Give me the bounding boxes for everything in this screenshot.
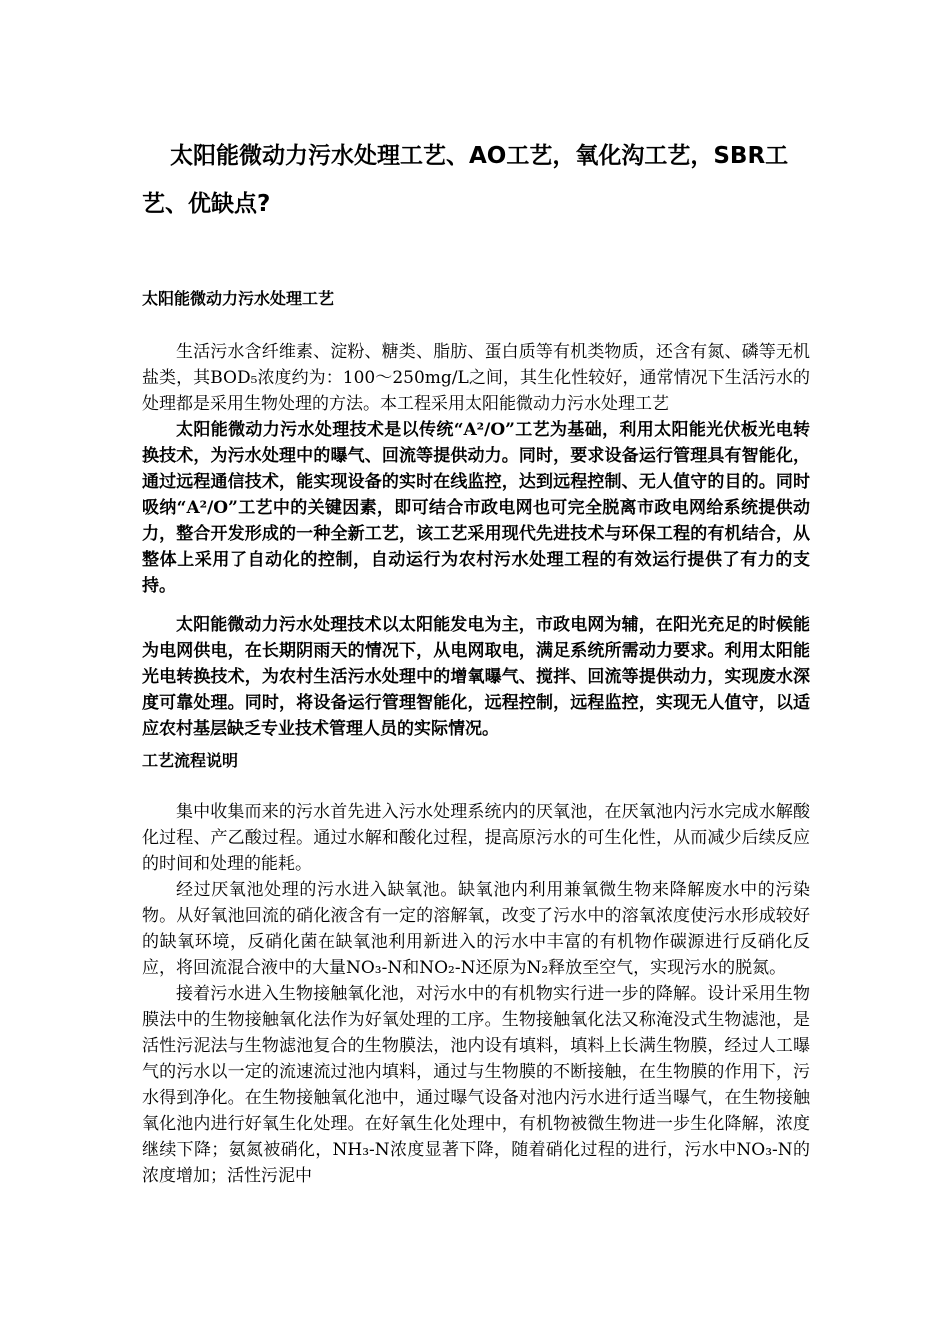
section-body-solar-power	[142, 612, 810, 742]
paragraph-solar-technology: 太阳能微动力污水处理技术是以传统“A²/O”工艺为基础，利用太阳能光伏板光电转换技术，为污水处理中的曝气、回流等提供动力。同时，要求设备运行管理具有智能化，通过远程通信技术，能实现设备的实时在线监控，达到远程控制、无人值守的目的。同时吸纳“A²/O”工艺中的关键因素，即可结合市政电网也可完全脱离市政电网给系统提供动力，整合开发形成的一种全新工艺，该工艺采用现代先进技术与环保工程的有机结合，从整体上采用了自动化的控制，自动运行为农村污水处理工程的有效运行提供了有力的支持。	[142, 420, 810, 596]
paragraph-anoxic-tank: 经过厌氧池处理的污水进入缺氧池。缺氧池内利用兼氧微生物来降解废水中的污染物。从好氧池回流的硝化液含有一定的溶解氧，改变了污水中的溶氧浓度使污水形成较好的缺氧环境，反硝化菌在缺氧池利用新进入的污水中丰富的有机物作碳源进行反硝化反应，将回流混合液中的大量NO₃-N和NO₂-N还原为N₂释放至空气，实现污水的脱氮。	[142, 880, 810, 978]
section-heading-process: 工艺流程说明	[142, 751, 239, 770]
paragraph-anaerobic-tank: 集中收集而来的污水首先进入污水处理系统内的厌氧池，在厌氧池内污水完成水解酸化过程、产乙酸过程。通过水解和酸化过程，提高原污水的可生化性，从而减少后续反应的时间和处理的能耗。	[142, 802, 810, 874]
paragraph-solar-power-supply: 太阳能微动力污水处理技术以太阳能发电为主，市政电网为辅，在阳光充足的时候能为电网供电，在长期阴雨天的情况下，从电网取电，满足系统所需动力要求。利用太阳能光电转换技术，为农村生活污水处理中的增氧曝气、搅拌、回流等提供动力，实现废水深度可靠处理。同时，将设备运行管理智能化，远程控制，远程监控，实现无人值守，以适应农村基层缺乏专业技术管理人员的实际情况。	[142, 615, 810, 739]
section-body-solar	[142, 339, 810, 599]
paragraph-sewage-composition: 生活污水含纤维素、淀粉、糖类、脂肪、蛋白质等有机类物质，还含有氮、磷等无机盐类，其BOD₅浓度约为：100～250mg/L之间，其生化性较好，通常情况下生活污水的处理都是采用生物处理的方法。本工程采用太阳能微动力污水处理工艺	[142, 342, 810, 414]
section-heading-solar: 太阳能微动力污水处理工艺	[142, 289, 335, 308]
paragraph-contact-oxidation: 接着污水进入生物接触氧化池，对污水中的有机物实行进一步的降解。设计采用生物膜法中的生物接触氧化法作为好氧处理的工序。生物接触氧化法又称淹没式生物滤池，是活性污泥法与生物滤池复合的生物膜法，池内设有填料，填料上长满生物膜，经过人工曝气的污水以一定的流速流过池内填料，通过与生物膜的不断接触，在生物膜的作用下，污水得到净化。在生物接触氧化池中，通过曝气设备对池内污水进行适当曝气，在生物接触氧化池内进行好氧生化处理。在好氧生化处理中，有机物被微生物进一步生化降解，浓度继续下降；氨氮被硝化，NH₃-N浓度显著下降，随着硝化过程的进行，污水中NO₃-N的浓度增加；活性污泥中	[142, 984, 810, 1186]
section-body-process	[142, 799, 810, 1189]
document-title: 太阳能微动力污水处理工艺、AO工艺，氧化沟工艺，SBR工艺、优缺点?	[142, 143, 789, 217]
